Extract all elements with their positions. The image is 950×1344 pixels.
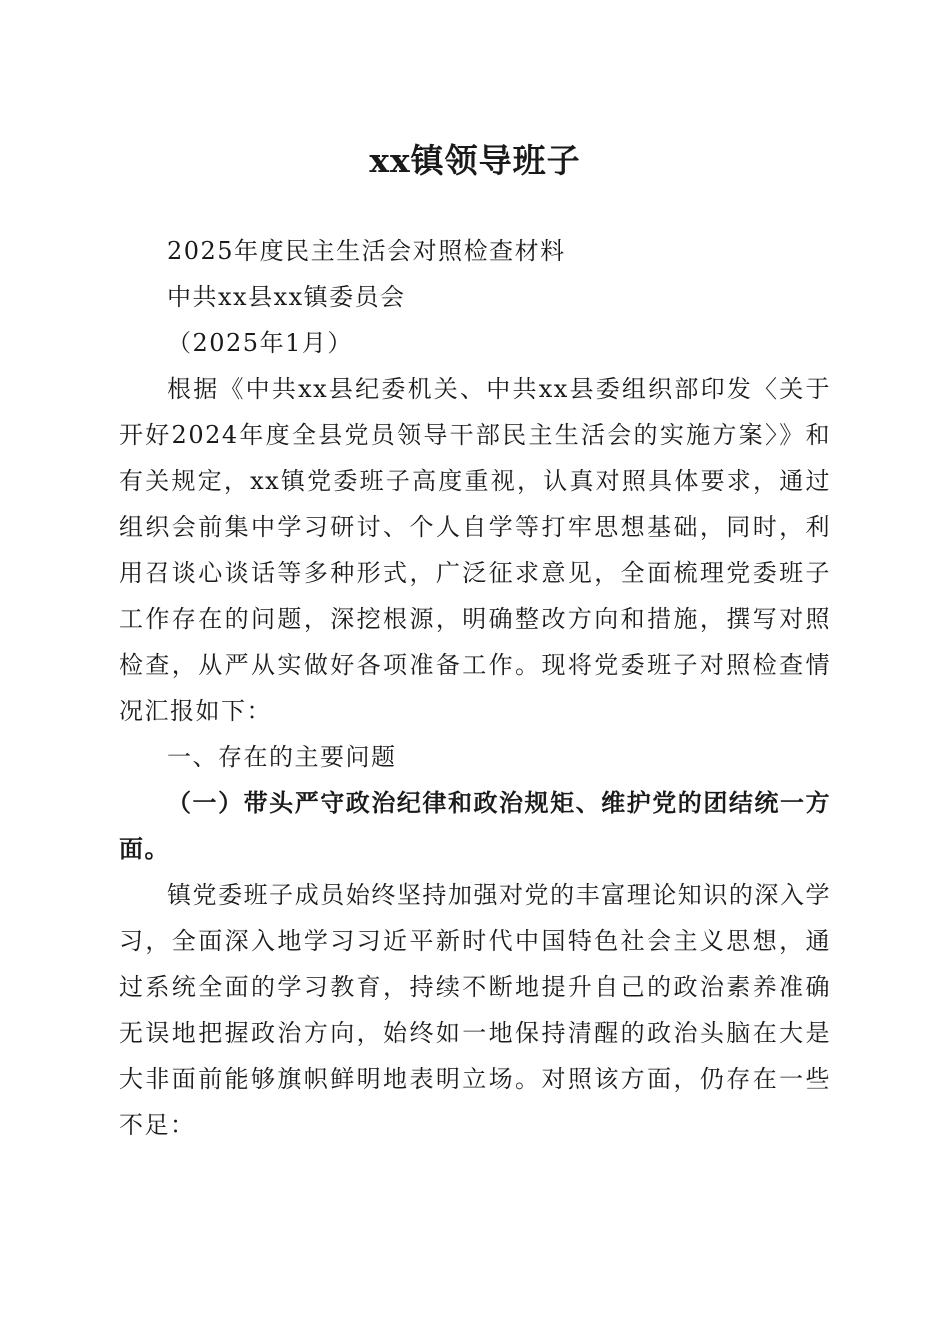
document-date: （2025年1月） — [167, 329, 353, 357]
issuing-organization: 中共xx县xx镇委员会 — [167, 283, 406, 311]
section-heading-main-problems: 一、存在的主要问题 — [167, 743, 397, 771]
intro-paragraph: 根据《中共xx县纪委机关、中共xx县委组织部印发〈关于开好2024年度全县党员领导干部民主生活会的实施方案〉》和有关规定，xx镇党委班子高度重视，认真对照具体要求，通过组织会前集中学习研讨、个人自学等打牢思想基础，同时，利用召谈心谈话等多种形式，广泛征求意见，全面梳理党委班子工作存在的问题，深挖根源，明确整改方向和措施，撰写对照检查，从严从实做好各项准备工作。现将党委班子对照检查情况汇报如下： — [119, 375, 831, 725]
document-title: xx镇领导班子 — [369, 141, 581, 180]
document-subtitle: 2025年度民主生活会对照检查材料 — [167, 237, 566, 265]
subsection-heading-political-discipline: （一）带头严守政治纪律和政治规矩、维护党的团结统一方面。 — [119, 788, 831, 863]
subsection-paragraph-political-discipline: 镇党委班子成员始终坚持加强对党的丰富理论知识的深入学习，全面深入地学习习近平新时代中国特色社会主义思想，通过系统全面的学习教育，持续不断地提升自己的政治素养准确无误地把握政治方向，始终如一地保持清醒的政治头脑在大是大非面前能够旗帜鲜明地表明立场。对照该方面，仍存在一些不足： — [119, 881, 831, 1139]
document-body — [119, 228, 831, 1148]
